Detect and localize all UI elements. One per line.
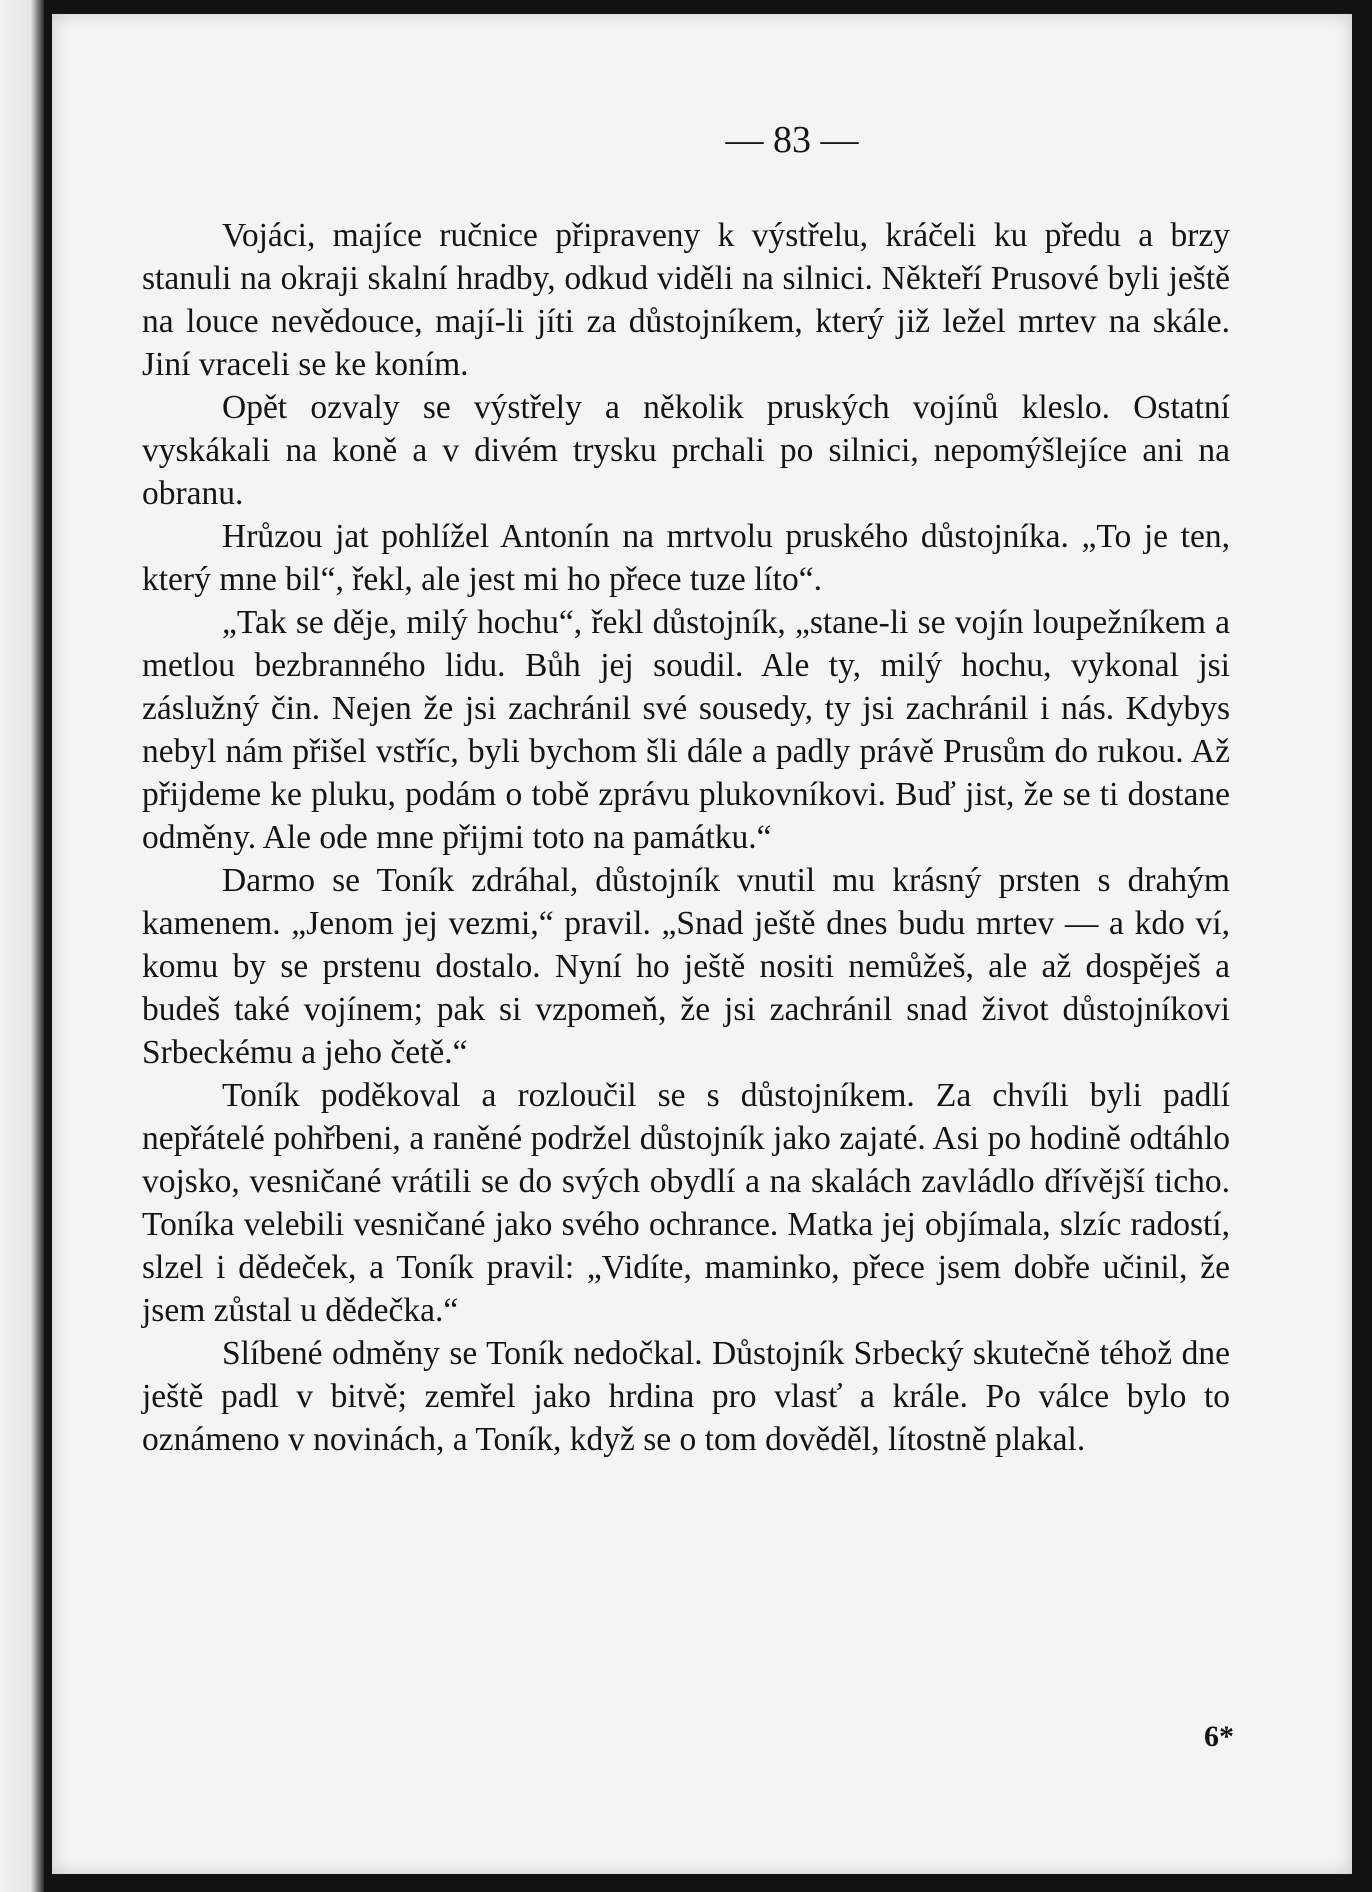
paragraph-4: „Tak se děje, milý hochu“, řekl důstojník, „stane-li se vojín loupežníkem a metlou bezbranného lidu. Bůh jej soudil. Ale ty, milý hochu, vykonal jsi záslužný čin. Nejen že jsi zachránil své sousedy, ty jsi zachránil i nás. Kdybys nebyl nám přišel vstříc, byli bychom šli dále a padly právě Prusům do rukou. Až přijdeme ke pluku, podám o tobě zprávu plukovníkovi. Buď jist, že se ti dostane odměny. Ale ode mne přijmi toto na památku.“: [142, 604, 1230, 856]
paragraph-3: Hrůzou jat pohlížel Antonín na mrtvolu pruského důstojníka. „To je ten, který mne bil“, řekl, ale jest mi ho přece tuze líto“.: [142, 518, 1230, 598]
body-text: [142, 214, 1230, 1461]
paragraph-2: Opět ozvaly se výstřely a několik pruských vojínů kleslo. Ostatní vyskákali na koně a v divém trysku prchali po silnici, nepomýšlejíce ani na obranu.: [142, 389, 1230, 512]
printer-signature-mark: 6*: [1204, 1720, 1234, 1753]
paragraph-7: Slíbené odměny se Toník nedočkal. Důstojník Srbecký skutečně téhož dne ještě padl v bitvě; zemřel jako hrdina pro vlasť a krále. Po válce bylo to oznámeno v novinách, a Toník, když se o tom dověděl, lítostně plakal.: [142, 1335, 1230, 1458]
page-number: — 83 —: [725, 119, 859, 161]
paragraph-6: Toník poděkoval a rozloučil se s důstojníkem. Za chvíli byli padlí nepřátelé pohřbeni, a raněné podržel důstojník jako zajaté. Asi po hodině odtáhlo vojsko, vesničané vrátili se do svých obydlí a na skalách zavládlo dřívější ticho. Toníka velebili vesničané jako svého ochrance. Matka jej objímala, slzíc radostí, slzel i dědeček, a Toník pravil: „Vidíte, maminko, přece jsem dobře učinil, že jsem zůstal u dědečka.“: [142, 1077, 1230, 1329]
book-page: [52, 14, 1352, 1874]
paragraph-5: Darmo se Toník zdráhal, důstojník vnutil mu krásný prsten s drahým kamenem. „Jenom jej vezmi,“ pravil. „Snad ještě dnes budu mrtev — a kdo ví, komu by se prstenu dostalo. Nyní ho ještě nositi nemůžeš, ale až dospěješ a budeš také vojínem; pak si vzpomeň, že jsi zachránil snad život důstojníkovi Srbeckému a jeho četě.“: [142, 862, 1230, 1071]
paragraph-1: Vojáci, majíce ručnice připraveny k výstřelu, kráčeli ku předu a brzy stanuli na okraji skalní hradby, odkud viděli na silnici. Někteří Prusové byli ještě na louce nevědouce, mají-li jíti za důstojníkem, který již ležel mrtev na skále. Jiní vraceli se ke koním.: [142, 217, 1230, 383]
adjacent-page-edge: [0, 0, 44, 1892]
